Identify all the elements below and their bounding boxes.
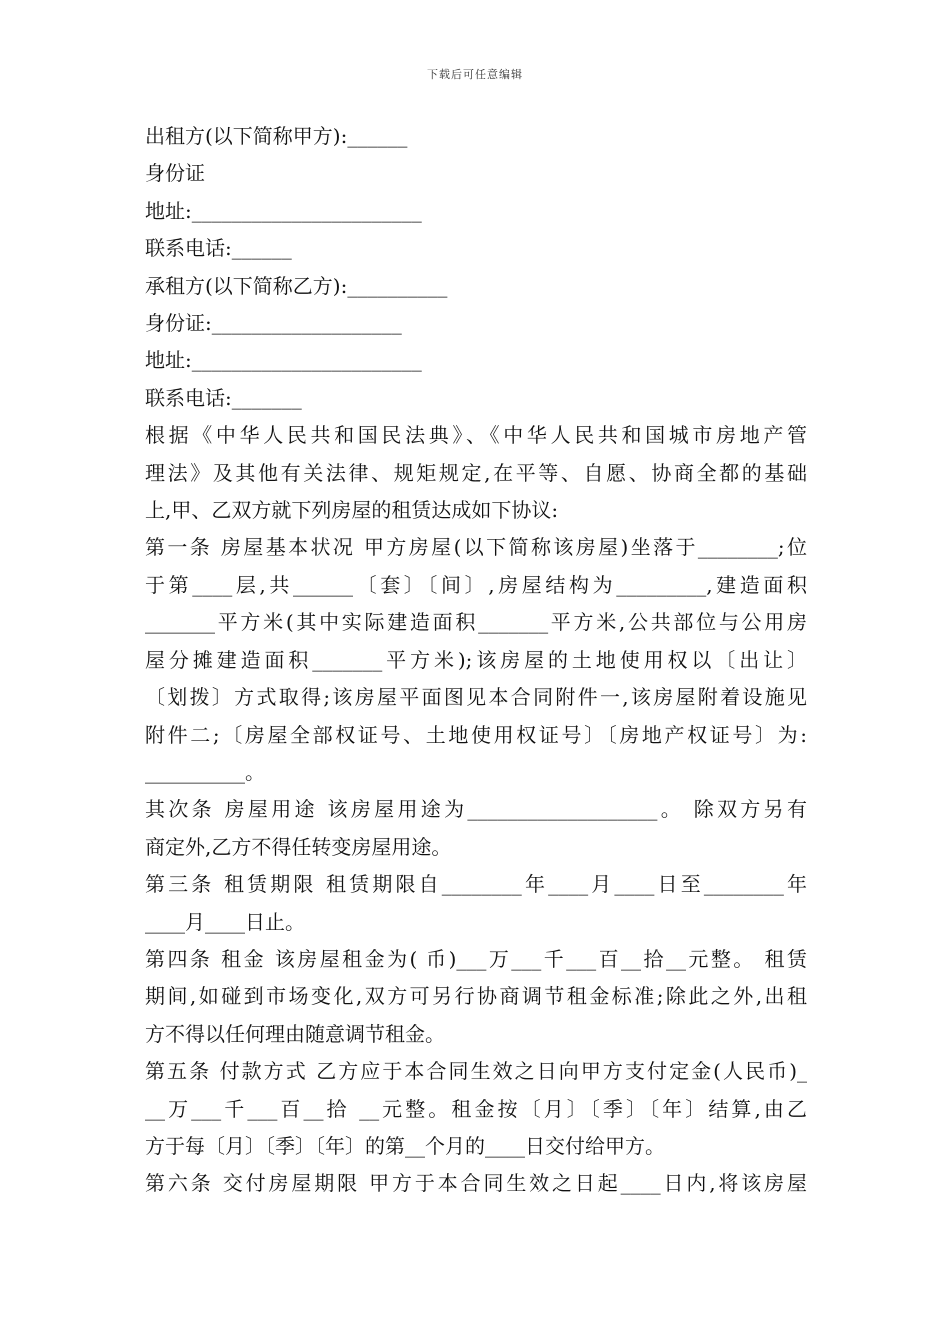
header-note: 下载后可任意编辑	[427, 68, 523, 81]
lessee-phone-line: 联系电话:_______	[145, 385, 302, 410]
article-5-line-2: __万___千___百__拾 __元整。租金按〔月〕〔季〕〔年〕结算,由乙	[145, 1096, 807, 1121]
article-4-line-1: 第四条 租金 该房屋租金为( 币)___万___千___百__拾__元整。 租赁	[145, 946, 807, 971]
article-1-line-5: 〔划拨〕方式取得;该房屋平面图见本合同附件一,该房屋附着设施见	[145, 685, 807, 710]
preamble-line-1: 根据《中华人民共和国民法典》、《中华人民共和国城市房地产管	[145, 423, 807, 448]
article-1-line-7: __________。	[145, 759, 265, 784]
article-5-line-3: 方于每〔月〕〔季〕〔年〕的第__个月的____日交付给甲方。	[145, 1133, 665, 1158]
article-4-line-3: 方不得以任何理由随意调节租金。	[145, 1021, 445, 1046]
preamble-line-3: 上,甲、乙双方就下列房屋的租赁达成如下协议:	[145, 498, 559, 523]
lessor-address-line: 地址:_______________________	[145, 198, 422, 223]
article-2-line-1: 其次条 房屋用途 该房屋用途为___________________。 除双方另有	[145, 797, 807, 822]
article-1-line-6: 附件二;〔房屋全部权证号、土地使用权证号〕〔房地产权证号〕为:	[145, 722, 807, 747]
lessee-id-line: 身份证:___________________	[145, 311, 402, 336]
lessee-line: 承租方(以下简称乙方):__________	[145, 273, 448, 298]
lessee-address-line: 地址:_______________________	[145, 348, 422, 373]
article-3-line-2: ____月____日止。	[145, 909, 305, 934]
article-5-line-1: 第五条 付款方式 乙方应于本合同生效之日向甲方支付定金(人民币)_	[145, 1059, 807, 1084]
article-2-line-2: 商定外,乙方不得任转变房屋用途。	[145, 834, 452, 859]
article-1-line-4: 屋分摊建造面积_______平方米);该房屋的土地使用权以〔出让〕	[145, 647, 807, 672]
article-1-line-1: 第一条 房屋基本状况 甲方房屋(以下简称该房屋)坐落于________;位	[145, 535, 807, 560]
article-3-line-1: 第三条 租赁期限 租赁期限自________年____月____日至________年	[145, 872, 807, 897]
lessor-phone-line: 联系电话:______	[145, 236, 292, 261]
article-6-line-1: 第六条 交付房屋期限 甲方于本合同生效之日起____日内,将该房屋	[145, 1171, 807, 1196]
lessor-line: 出租方(以下简称甲方):______	[145, 124, 408, 148]
preamble-line-2: 理法》及其他有关法律、规矩规定,在平等、自愿、协商全都的基础	[145, 460, 807, 485]
article-1-line-2: 于第____层,共______〔套〕〔间〕,房屋结构为_________,建造面积	[145, 572, 807, 597]
lessor-id-line: 身份证	[145, 161, 205, 186]
contract-body	[145, 118, 807, 1203]
article-4-line-2: 期间,如碰到市场变化,双方可另行协商调节租金标准;除此之外,出租	[145, 984, 807, 1009]
article-1-line-3: _______平方米(其中实际建造面积_______平方米,公共部位与公用房	[145, 610, 807, 635]
